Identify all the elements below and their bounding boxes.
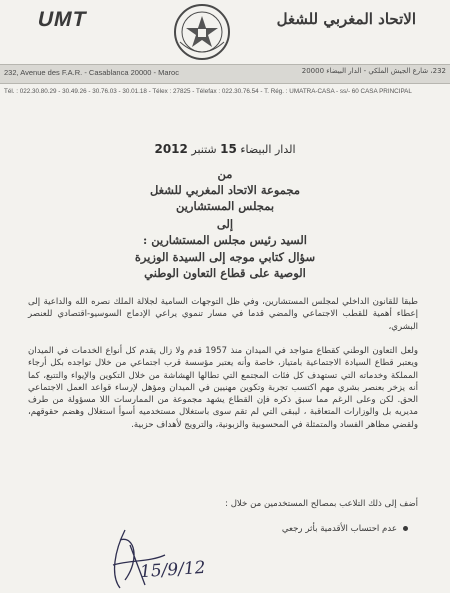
to-label: إلى bbox=[216, 217, 234, 231]
handwritten-signature bbox=[95, 520, 245, 593]
to-line: السيد رئيس مجلس المستشارين : bbox=[142, 233, 307, 247]
bullet-dot-icon bbox=[403, 526, 408, 531]
from-line-2: بمجلس المستشارين bbox=[175, 199, 275, 213]
address-french: 232, Avenue des F.A.R. - Casablanca 20000 - Maroc bbox=[4, 68, 179, 77]
letter-date bbox=[120, 142, 330, 156]
date-year: 2012 bbox=[154, 142, 188, 156]
organization-name-arabic: الاتحاد المغربي للشغل bbox=[276, 10, 416, 28]
address-bar bbox=[0, 64, 450, 84]
handwritten-date: 15/9/12 bbox=[139, 557, 207, 583]
bullet-item bbox=[282, 524, 408, 534]
paragraph-3: أضف إلى ذلك التلاعب بمصالح المستخدمين من خلال : bbox=[225, 499, 418, 509]
subject-line-1: سؤال كتابي موجه إلى السيدة الوزيرة bbox=[134, 250, 316, 264]
paragraph-1: طبقا للقانون الداخلي لمجلس المستشارين، وفي ظل التوجهات السامية لجلالة الملك نصره الله والداعية إلى إعطاء أهمية للقطب الاجتماعي والمضي قدما في مسار تنموي يراعي الإدماج السوسيو-اقتصادي للعنصر البشري، bbox=[28, 297, 418, 332]
date-city: الدار البيضاء bbox=[240, 143, 296, 156]
from-line-1: مجموعة الاتحاد المغربي للشغل bbox=[149, 183, 301, 197]
date-month: شتنبر bbox=[191, 143, 217, 156]
address-arabic: 232، شارع الجيش الملكي - الدار البيضاء 20000 bbox=[301, 67, 446, 75]
date-day: 15 bbox=[220, 142, 237, 156]
paragraph-2: ولعل التعاون الوطني كقطاع متواجد في الميدان منذ 1957 قدم ولا زال يقدم كل أنواع الخدمات في الميدان ويعتبر قطاع السيادة الاجتماعية بامتياز، خاصة وأنه يعتبر مؤسسة قرب اجتماعي من خلال تواجده بكل أرجاء المملكة وخدماته التي تستهدف كل فئات المجتمع التي تطالها الهشاشة من خلال التكوين والإيواء والتتبع، كما أنه يزخر بعنصر بشري مهم اكتسب تجربة وتكوين مهنيين في الميدان ومؤهل لإرساء قواعد العمل الاجتماعي الحق. لكن وعلى الرغم مما سبق ذكره فإن القطاع يشهد مجموعة من الممارسات اللا مسؤولة من طرف مديريه بل والوزارات المتعاقبة ، ليبقى التي لم تقم سوى باستغلال مستخدميه أسوأ استغلال وهضم حقوقهم، ولقضي مظاهر الفساد والمتمثلة في المحسوبية والزبونية، والترويج لأهداف حزبية. bbox=[28, 346, 419, 430]
from-label: من bbox=[217, 167, 233, 181]
subject-line-2: الوصية على قطاع التعاون الوطني bbox=[144, 266, 306, 280]
bullet-item-text: عدم احتساب الأقدمية بأثر رجعي bbox=[281, 524, 397, 534]
umt-seal-emblem bbox=[172, 2, 232, 62]
umt-logo: UMT bbox=[35, 8, 90, 31]
contact-line: Tél. : 022.30.80.29 - 30.49.26 - 30.76.03 - 30.01.18 - Télex : 27825 - Télefax : 022.30.76.54 - T. Rég. : UMATRA-CASA - ss/- 60 CASA PRINCIPAL bbox=[4, 88, 412, 95]
